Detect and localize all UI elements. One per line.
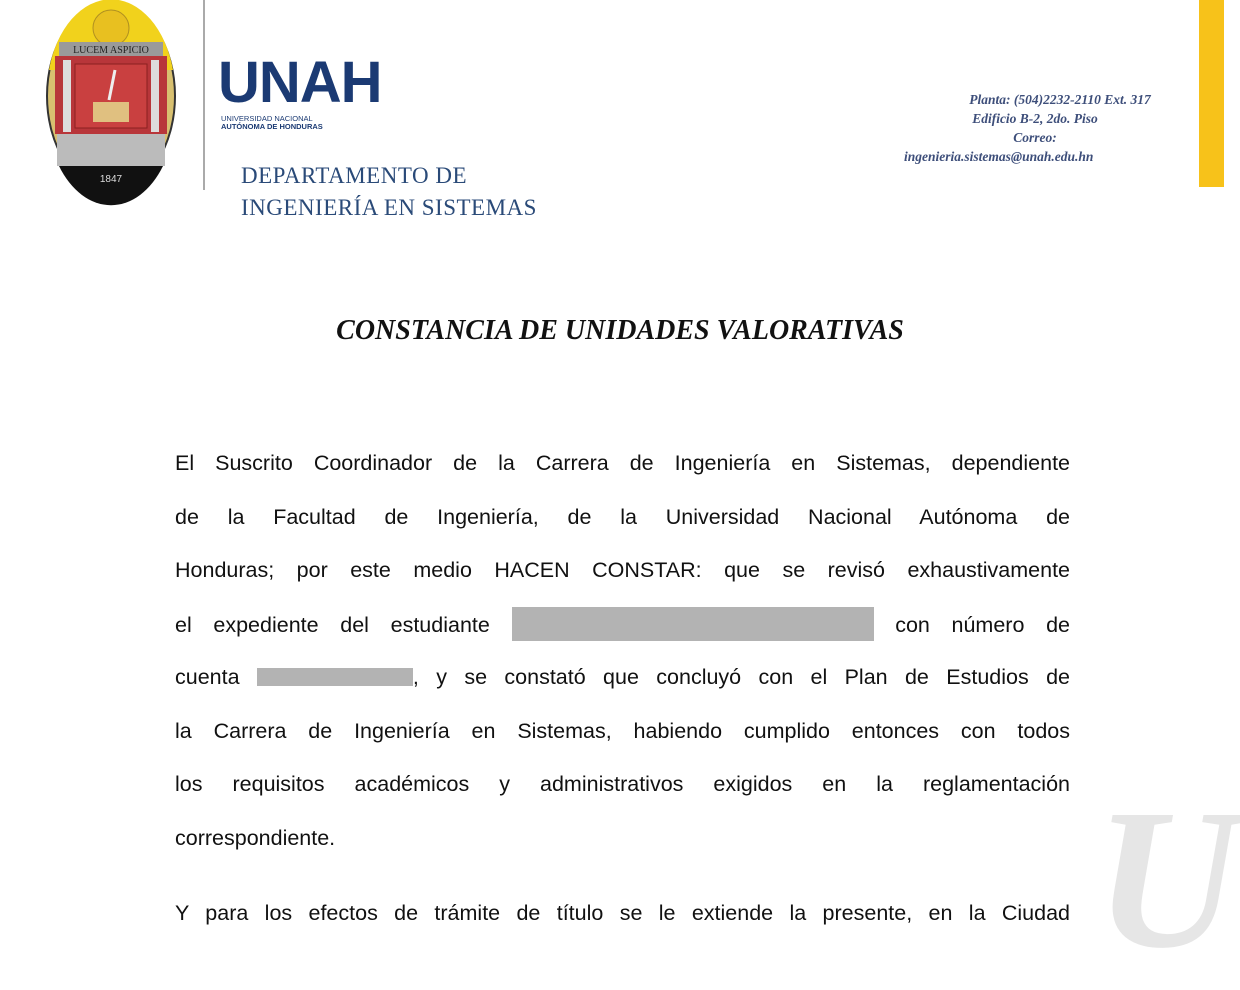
document-body — [175, 446, 1070, 874]
contact-phone: Planta: (504)2232-2110 Ext. 317 — [969, 92, 1151, 107]
contact-email-label: Correo: — [1013, 130, 1057, 145]
document-title: CONSTANCIA DE UNIDADES VALORATIVAS — [336, 315, 904, 346]
redacted-student-name — [512, 607, 874, 641]
logo-sub-line2: AUTÓNOMA DE HONDURAS — [221, 122, 323, 131]
department-name — [241, 160, 537, 224]
body-text: el expediente del estudiante — [175, 612, 490, 637]
department-line1: DEPARTAMENTO DE — [241, 163, 467, 188]
body-line — [175, 607, 1070, 661]
contact-building: Edificio B-2, 2do. Piso — [972, 111, 1098, 126]
body-line — [175, 660, 1070, 714]
body-line: correspondiente. — [175, 825, 336, 850]
unah-logo-subtitle — [221, 115, 323, 131]
department-line2: INGENIERÍA EN SISTEMAS — [241, 195, 537, 220]
redacted-account-number — [257, 668, 413, 686]
body-text: , y se constató que concluyó con el Plan de Estudios de — [412, 665, 1070, 689]
body-line: de la Facultad de Ingeniería, de la Universidad Nacional Autónoma de — [175, 504, 1070, 529]
body-text: cuenta — [175, 665, 240, 689]
logo-sub-line1: UNIVERSIDAD NACIONAL — [221, 114, 313, 123]
body-line: Honduras; por este medio HACEN CONSTAR: que se revisó exhaustivamente — [175, 558, 1070, 582]
body-text: con número de — [895, 612, 1070, 637]
body-paragraph-2: Y para los efectos de trámite de título se le extiende la presente, en la Ciudad — [175, 901, 1070, 925]
watermark: U — [1095, 769, 1240, 990]
header-divider — [203, 0, 205, 190]
body-line: la Carrera de Ingeniería en Sistemas, habiendo cumplido entonces con todos — [175, 718, 1070, 743]
body-line: los requisitos académicos y administrativos exigidos en la reglamentación — [175, 772, 1070, 796]
accent-bar — [1199, 0, 1224, 187]
unah-logo-text: UNAH — [218, 50, 382, 115]
seal-year: 1847 — [99, 174, 123, 185]
body-line: El Suscrito Coordinador de la Carrera de Ingeniería en Sistemas, dependiente — [175, 451, 1070, 475]
contact-info — [880, 90, 1180, 166]
contact-email: ingenieria.sistemas@unah.edu.hn — [904, 149, 1094, 164]
unah-seal-logo — [45, 0, 177, 192]
seal-motto: LUCEM ASPICIO — [73, 45, 149, 56]
